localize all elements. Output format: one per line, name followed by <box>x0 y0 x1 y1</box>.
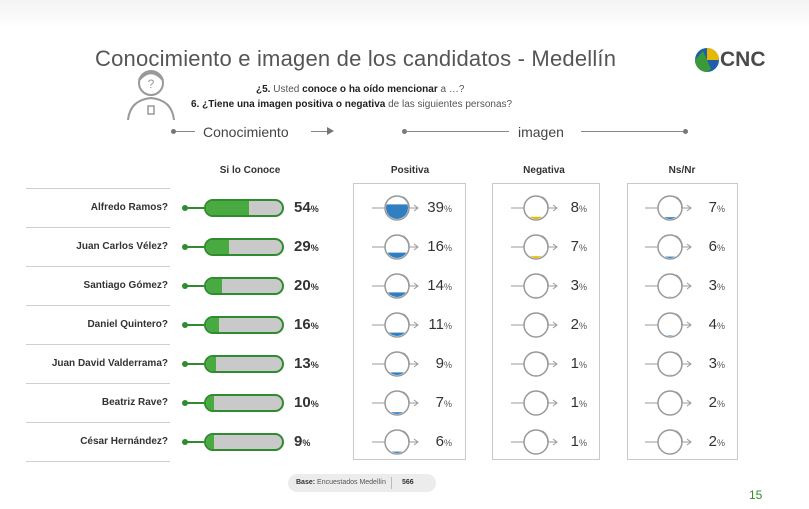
gauge-value: 2% <box>708 394 725 411</box>
conoce-bar-fill <box>206 201 249 215</box>
question-5-bold: conoce o ha oído mencionar <box>302 84 438 95</box>
gauge-value: 3% <box>708 355 725 372</box>
question-5-text2: a …? <box>437 84 465 95</box>
gauge-value: 7% <box>570 238 587 255</box>
conoce-bar-fill <box>206 396 214 410</box>
section-line <box>173 131 195 132</box>
conoce-value: 29% <box>294 238 319 255</box>
question-6-prefix: 6. ¿Tiene una imagen positiva o negativa <box>191 99 386 110</box>
gauge-icon <box>370 427 420 457</box>
gauge-icon <box>370 388 420 418</box>
candidate-name: Santiago Gómez? <box>83 280 168 291</box>
section-line <box>405 131 509 132</box>
conoce-bar <box>204 238 284 256</box>
bar-connector <box>186 324 204 326</box>
gauge-value: 16% <box>427 238 452 255</box>
candidate-name: Juan David Valderrama? <box>51 358 168 369</box>
gauge-value: 9% <box>435 355 452 372</box>
conoce-bar-fill <box>206 357 216 371</box>
row-divider <box>26 227 170 228</box>
bar-connector <box>186 402 204 404</box>
gauge-value: 1% <box>570 355 587 372</box>
gauge-icon <box>643 271 693 301</box>
gauge-fill <box>385 204 409 220</box>
row-divider <box>26 422 170 423</box>
candidate-name: César Hernández? <box>80 436 168 447</box>
section-imagen: imagen <box>518 124 564 140</box>
base-n: 566 <box>402 479 414 486</box>
conoce-bar <box>204 199 284 217</box>
gauge-icon <box>643 349 693 379</box>
row-divider <box>26 344 170 345</box>
gauge-icon <box>643 427 693 457</box>
question-6 <box>191 99 512 110</box>
top-fade <box>0 0 809 28</box>
question-6-text: de las siguientes personas? <box>385 99 513 110</box>
question-5-prefix: ¿5. <box>256 84 271 95</box>
base-label-bold: Base: <box>296 479 316 486</box>
gauge-value: 14% <box>427 277 452 294</box>
bar-connector <box>186 363 204 365</box>
bar-connector <box>186 441 204 443</box>
cnc-logo-icon <box>694 47 720 73</box>
conoce-bar <box>204 316 284 334</box>
base-label <box>296 479 386 486</box>
gauge-icon <box>643 388 693 418</box>
candidate-name: Beatriz Rave? <box>101 397 168 408</box>
conoce-value: 10% <box>294 394 319 411</box>
conoce-bar <box>204 277 284 295</box>
col-header-positiva: Positiva <box>390 165 430 176</box>
row-divider <box>26 383 170 384</box>
gauge-value: 1% <box>570 394 587 411</box>
gauge-icon <box>370 232 420 262</box>
section-dot <box>171 129 176 134</box>
conoce-value: 20% <box>294 277 319 294</box>
col-header-conoce: Si lo Conoce <box>219 165 281 176</box>
bar-connector <box>186 246 204 248</box>
conoce-bar-fill <box>206 318 219 332</box>
gauge-value: 6% <box>708 238 725 255</box>
base-label-text: Encuestados Medellín <box>315 479 386 486</box>
conoce-value: 16% <box>294 316 319 333</box>
gauge-value: 3% <box>570 277 587 294</box>
gauge-value: 3% <box>708 277 725 294</box>
conoce-bar <box>204 355 284 373</box>
section-line <box>581 131 685 132</box>
gauge-value: 2% <box>570 316 587 333</box>
gauge-icon <box>643 232 693 262</box>
candidate-name: Alfredo Ramos? <box>90 202 168 213</box>
conoce-bar <box>204 394 284 412</box>
col-header-negativa: Negativa <box>523 165 565 176</box>
gauge-icon <box>643 193 693 223</box>
gauge-value: 2% <box>708 433 725 450</box>
row-divider <box>26 188 170 189</box>
col-header-nsnr: Ns/Nr <box>668 165 696 176</box>
conoce-bar-fill <box>206 279 222 293</box>
gauge-value: 1% <box>570 433 587 450</box>
conoce-bar-fill <box>206 435 214 449</box>
gauge-icon <box>370 271 420 301</box>
cnc-logo-text: CNC <box>720 48 766 71</box>
conoce-bar <box>204 433 284 451</box>
conoce-value: 9% <box>294 433 311 450</box>
row-divider <box>26 461 170 462</box>
gauge-value: 6% <box>435 433 452 450</box>
section-arrow <box>327 127 334 135</box>
conoce-bar-fill <box>206 240 229 254</box>
gauge-value: 7% <box>435 394 452 411</box>
gauge-value: 39% <box>427 199 452 216</box>
base-note <box>288 474 436 492</box>
page-title: Conocimiento e imagen de los candidatos - Medellín <box>95 46 617 71</box>
question-5-text1: Usted <box>270 84 303 95</box>
candidate-name: Daniel Quintero? <box>87 319 168 330</box>
question-5 <box>256 84 464 95</box>
gauge-value: 8% <box>570 199 587 216</box>
candidate-name: Juan Carlos Vélez? <box>76 241 168 252</box>
gauge-icon <box>643 310 693 340</box>
gauge-icon <box>370 193 420 223</box>
svg-text:?: ? <box>147 77 155 91</box>
conoce-value: 54% <box>294 199 319 216</box>
bar-connector <box>186 285 204 287</box>
section-conocimiento: Conocimiento <box>203 124 289 140</box>
gauge-icon <box>370 349 420 379</box>
conoce-value: 13% <box>294 355 319 372</box>
page-number: 15 <box>749 488 763 502</box>
gauge-value: 7% <box>708 199 725 216</box>
person-question-icon <box>120 62 182 124</box>
gauge-value: 4% <box>708 316 725 333</box>
section-dot <box>683 129 688 134</box>
row-divider <box>26 305 170 306</box>
cnc-logo <box>694 45 784 75</box>
row-divider <box>26 266 170 267</box>
bar-connector <box>186 207 204 209</box>
gauge-value: 11% <box>428 316 452 333</box>
base-separator <box>391 477 392 489</box>
gauge-icon <box>370 310 420 340</box>
